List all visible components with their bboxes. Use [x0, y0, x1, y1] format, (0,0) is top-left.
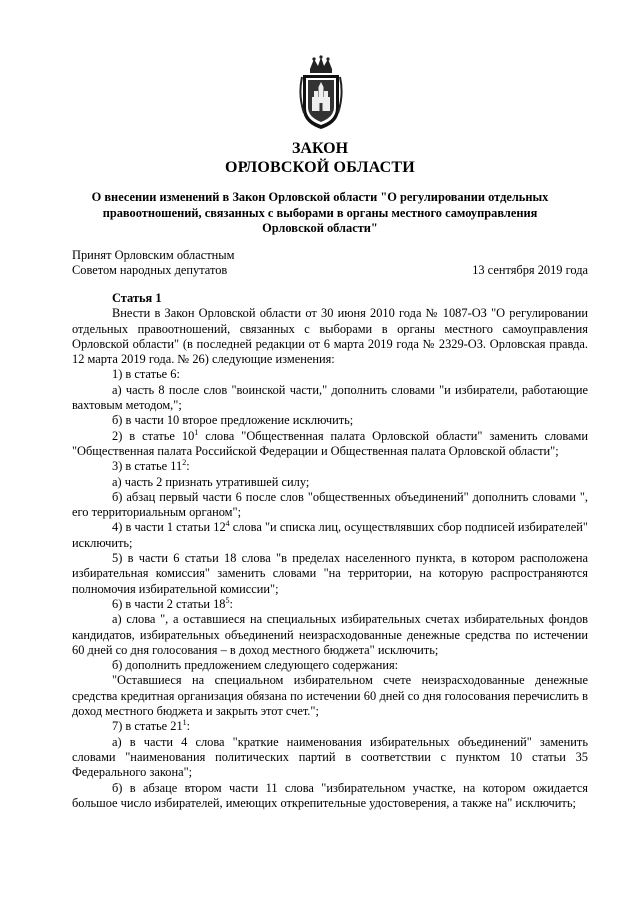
item-6a: а) слова ", а оставшиеся на специальных избирательных счетах избирательных фондов кандидатов, избирательных объединений неизрасходованные денежные средства по истечении 60 дней со дня голосования – в доход местного бюджета" исключить;	[72, 612, 588, 657]
item-1b: б) в части 10 второе предложение исключить;	[112, 413, 354, 428]
item-3b: б) абзац первый части 6 после слов "общественных объединений" дополнить словами ", его территориальным органом";	[72, 489, 588, 520]
article-body	[72, 291, 588, 811]
item-3: 3) в статье $11^2$:	[112, 458, 190, 474]
item-1a: а) часть 8 после слов "воинской части," дополнить словами "и избиратели, работающие вахтовым методом,";	[72, 382, 588, 413]
item-5: 5) в части 6 статьи 18 слова "в пределах населенного пункта, в котором расположена избирательная комиссия" заменить словами "на территории, на которую распространяются полномочия избирательной комиссии";	[72, 551, 588, 596]
adopted-line-2: Советом народных депутатов	[72, 263, 228, 278]
item-6c: "Оставшиеся на специальном избирательном счете неизрасходованные денежные средства кредитная организация обязана по истечении 60 дней со дня голосования перечислить в доход местного бюджета и закрыть этот счет.";	[72, 673, 588, 719]
document-region: ОРЛОВСКОЙ ОБЛАСТИ	[225, 159, 415, 176]
document-title: ЗАКОН	[291, 140, 349, 157]
coat-of-arms-emblem	[298, 55, 344, 131]
item-6: 6) в части 2 статьи $18^5$:	[112, 595, 233, 611]
item-4: 4) в части 1 статьи $12^4$ слова "и списка лиц, осуществлявших сбор подписей избирателей" исключить;	[72, 519, 588, 550]
adopted-line-1: Принят Орловским областным	[72, 248, 235, 262]
item-7b: б) в абзаце втором части 11 слова "избирательном участке, на котором ожидается большое число избирателей, имеющих открепительные удостоверения, а также на" исключить;	[72, 780, 588, 810]
article-intro: Внести в Закон Орловской области от 30 июня 2010 года № 1087-ОЗ "О регулировании отдельных правоотношений, связанных с выборами в органы местного самоуправления Орловской области" (в последней редакции от 6 марта 2019 года № 2329-ОЗ. Орловская правда. 12 марта 2019 года. № 26) следующие изменения:	[72, 306, 588, 367]
item-3a: а) часть 2 признать утратившей силу;	[112, 474, 310, 489]
item-7: 7) в статье $21^1$:	[112, 718, 191, 734]
article-heading: Статья 1	[112, 291, 162, 305]
item-6b: б) дополнить предложением следующего содержания:	[112, 658, 399, 673]
adoption-date: 13 сентября 2019 года	[472, 263, 588, 277]
document-subtitle: О внесении изменений в Закон Орловской области "О регулировании отдельных правоотношений, связанных с выборами в органы местного самоуправления Орловской области"	[91, 190, 549, 235]
item-2: 2) в статье $10^1$ слова "Общественная палата Орловской области" заменить словами "Общественная палата Российской Федерации и Общественная палата Орловской области";	[72, 427, 589, 458]
item-1: 1) в статье 6:	[112, 367, 180, 382]
item-7a: а) в части 4 слова "краткие наименования избирательных объединений" заменить словами "наименования политических партий в соответствии с пунктом 10 статьи 35 Федерального закона";	[72, 734, 588, 780]
adoption-info	[72, 248, 372, 279]
